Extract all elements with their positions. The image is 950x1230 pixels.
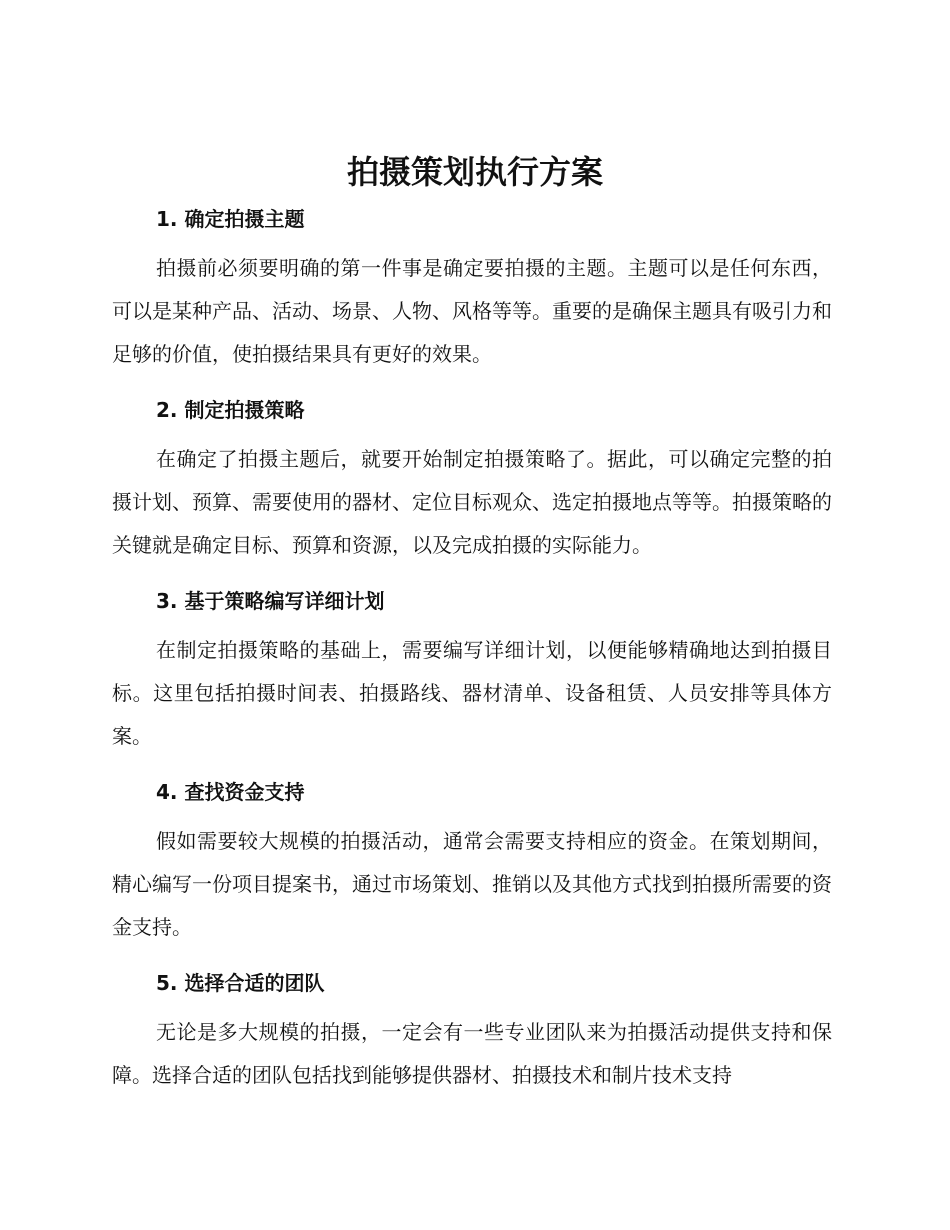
section-5 — [112, 969, 832, 1097]
section-paragraph: 拍摄前必须要明确的第一件事是确定要拍摄的主题。主题可以是任何东西，可以是某种产品、活动、场景、人物、风格等等。重要的是确保主题具有吸引力和足够的价值，使拍摄结果具有更好的效果。 — [112, 256, 832, 366]
section-heading: 3. 基于策略编写详细计划 — [156, 589, 385, 613]
document-content — [112, 200, 832, 1117]
section-heading: 5. 选择合适的团队 — [156, 971, 325, 995]
section-paragraph: 在制定拍摄策略的基础上，需要编写详细计划，以便能够精确地达到拍摄目标。这里包括拍摄时间表、拍摄路线、器材清单、设备租赁、人员安排等具体方案。 — [112, 638, 832, 748]
section-3 — [112, 587, 832, 758]
section-4 — [112, 778, 832, 949]
section-heading: 1. 确定拍摄主题 — [156, 207, 305, 231]
document-title: 拍摄策划执行方案 — [346, 153, 603, 191]
section-heading: 2. 制定拍摄策略 — [156, 398, 305, 422]
section-paragraph: 假如需要较大规模的拍摄活动，通常会需要支持相应的资金。在策划期间，精心编写一份项目提案书，通过市场策划、推销以及其他方式找到拍摄所需要的资金支持。 — [112, 829, 832, 939]
section-1 — [112, 205, 832, 376]
section-paragraph: 无论是多大规模的拍摄，一定会有一些专业团队来为拍摄活动提供支持和保障。选择合适的团队包括找到能够提供器材、拍摄技术和制片技术支持 — [112, 1020, 832, 1087]
section-paragraph: 在确定了拍摄主题后，就要开始制定拍摄策略了。据此，可以确定完整的拍摄计划、预算、需要使用的器材、定位目标观众、选定拍摄地点等等。拍摄策略的关键就是确定目标、预算和资源，以及完成拍摄的实际能力。 — [112, 447, 832, 557]
section-2 — [112, 396, 832, 567]
section-heading: 4. 查找资金支持 — [156, 780, 305, 804]
